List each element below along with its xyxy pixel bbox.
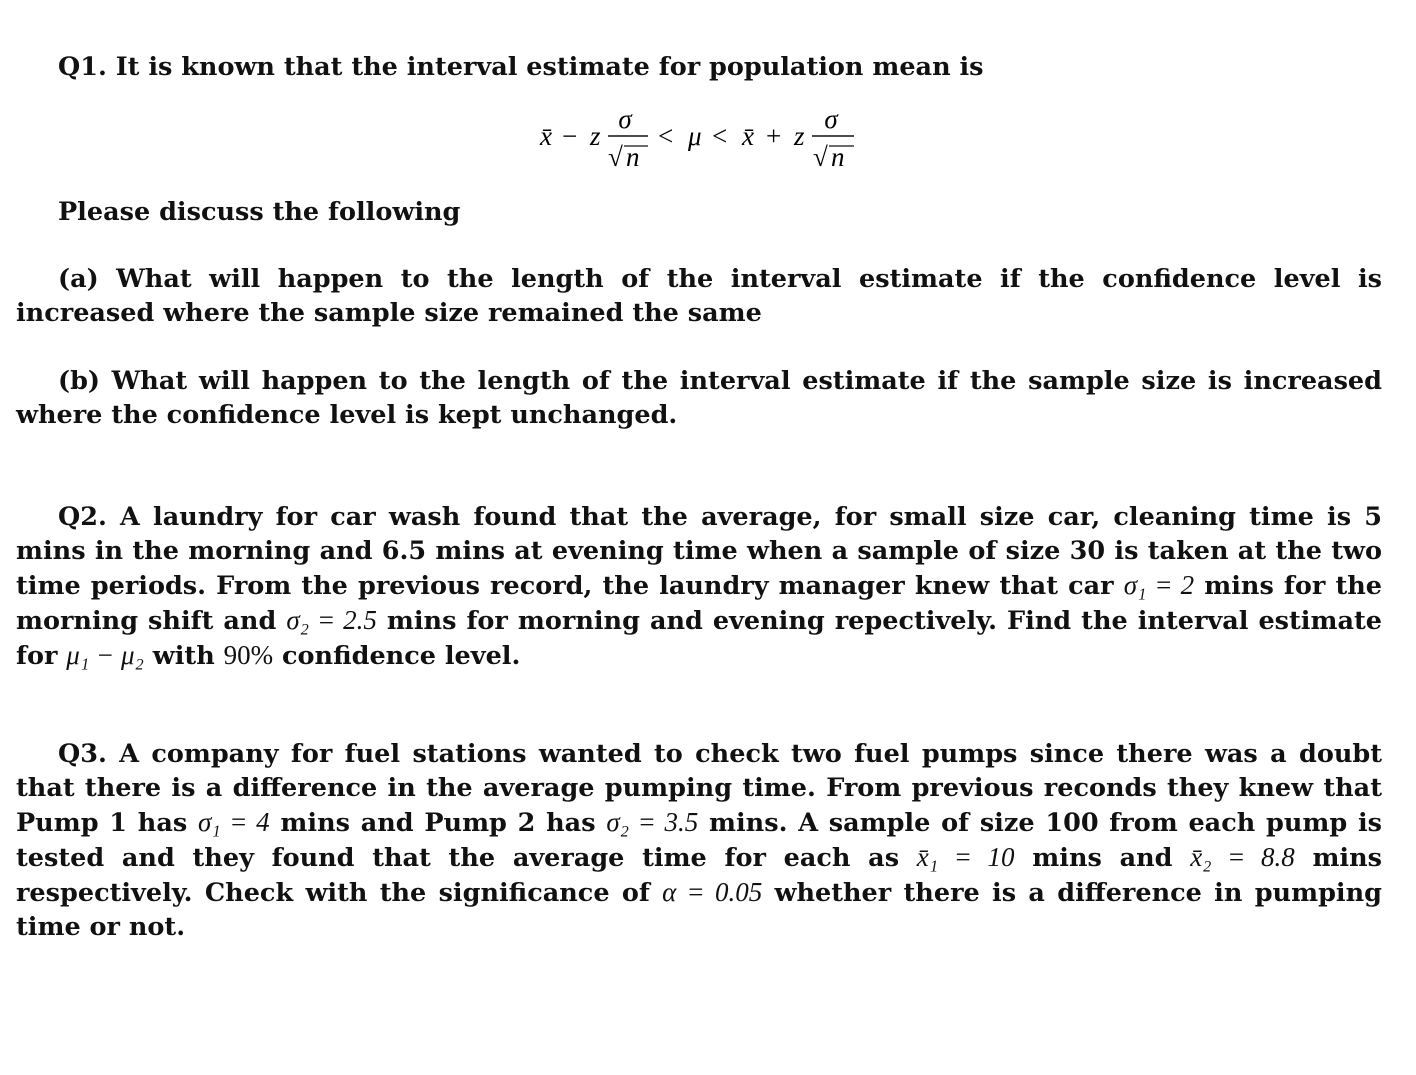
q1-intro (58, 50, 984, 84)
q1-discuss: Please discuss the following (58, 197, 461, 227)
q2-sigma1: σ₁ = 2 (1123, 570, 1195, 600)
q2-text-4: with (143, 641, 224, 671)
q2-text-3: mins for morning and evening repectively. Find the interval estimate for (16, 606, 1383, 671)
formula-z-right: z (794, 121, 805, 151)
formula-lt-1: < (658, 121, 674, 151)
formula-sqrt-right: √ (813, 142, 828, 172)
q1-part-b: (b) What will happen to the length of the interval estimate if the sample size is increased where the confidence level is kept unchanged. (16, 366, 1382, 430)
q3-text-1: A company for fuel stations wanted to check two fuel pumps since there was a doubt that there is a difference in the average pumping time. From previous reconds they knew that Pump 1 has (16, 739, 1382, 838)
q3-text-3: mins. A sample of size 100 from each pump is tested and they found that the average time for each as (16, 808, 1383, 873)
q3-paragraph (16, 737, 1382, 944)
formula-xbar-right: x̄ (742, 121, 754, 151)
formula-xbar-left: x̄ (540, 121, 552, 151)
formula-sigma-left: σ (618, 104, 632, 134)
formula-sqrt-left: √ (608, 142, 623, 172)
q1-label: Q1. (58, 52, 107, 82)
formula-z-left: z (590, 121, 601, 151)
q2-text-1: A laundry for car wash found that the average, for small size car, cleaning time is 5 mins in the morning and 6.5 mins at evening time when a sample of size 30 is taken at the two time periods. From the previous record, the laundry manager knew that car (16, 502, 1382, 601)
q3-text-5: mins respectively. Check with the significance of (16, 843, 1383, 908)
interval-formula (0, 100, 1416, 180)
formula-lt-2: < (712, 121, 728, 151)
q2-text-5: confidence level. (273, 641, 521, 671)
q3-text-4: mins and (1014, 843, 1191, 873)
q3-sigma2: σ₂ = 3.5 (606, 807, 699, 837)
q3-sigma1: σ₁ = 4 (197, 807, 270, 837)
formula-minus: − (562, 121, 578, 151)
q3-label: Q3. (58, 739, 107, 769)
formula-plus: + (766, 121, 782, 151)
q2-confidence: 90% (223, 640, 274, 670)
q1-part-a: (a) What will happen to the length of the interval estimate if the confidence level is increased where the sample size remained the same (16, 264, 1382, 328)
q3-text-6: whether there is a difference in pumping time or not. (16, 878, 1382, 942)
q3-alpha: α = 0.05 (662, 877, 763, 907)
formula-n-left: n (626, 142, 640, 172)
q2-mu-diff: μ₁ − μ₂ (66, 640, 144, 670)
q3-text-2: mins and Pump 2 has (269, 808, 607, 838)
q1-intro-text: It is known that the interval estimate for population mean is (115, 52, 984, 82)
formula-n-right: n (831, 142, 845, 172)
formula-mu: μ (688, 121, 702, 151)
q3-xbar1: x̄₁ = 10 (916, 842, 1015, 872)
q2-text-2: mins for the morning shift and (16, 571, 1383, 636)
q2-paragraph (16, 500, 1382, 673)
q2-label: Q2. (58, 502, 107, 532)
formula-sigma-right: σ (824, 104, 838, 134)
q3-xbar2: x̄₂ = 8.8 (1190, 842, 1295, 872)
q2-sigma2: σ₂ = 2.5 (286, 605, 377, 635)
